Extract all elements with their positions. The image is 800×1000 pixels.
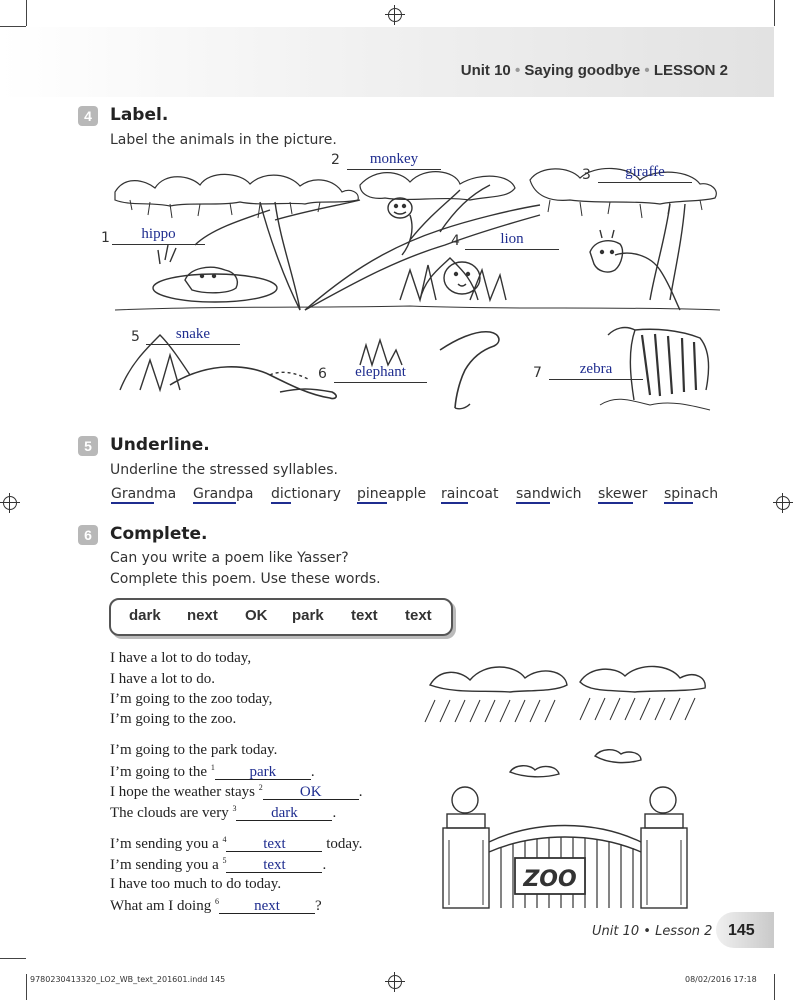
poem-text: . — [358, 784, 363, 800]
stressed-syllable: pine — [357, 486, 388, 502]
stressed-syllable: spin — [664, 486, 693, 502]
poem-text: today. — [322, 836, 363, 852]
label-answer-giraffe[interactable]: giraffe — [598, 164, 692, 183]
word-bank-item: text — [405, 607, 432, 624]
poem-text: I’m going to the — [110, 764, 211, 780]
poem-blank-text[interactable]: text — [226, 858, 322, 873]
poem-blank-dark[interactable]: dark — [236, 806, 332, 821]
section-instruction: Can you write a poem like Yasser? — [110, 550, 349, 566]
label-number: 5 — [131, 329, 140, 345]
unstressed-part: pa — [235, 486, 254, 502]
header-title: Saying goodbye — [524, 62, 641, 79]
label-answer-elephant[interactable]: elephant — [334, 364, 427, 383]
poem-line — [110, 835, 362, 853]
section-title: Complete. — [110, 524, 208, 544]
section-number-badge: 6 — [78, 525, 98, 545]
poem-line: I’m going to the zoo. — [110, 711, 237, 727]
poem-blank-ok[interactable]: OK — [263, 785, 359, 800]
unstressed-part: ma — [153, 486, 177, 502]
word-grandpa[interactable] — [193, 486, 253, 502]
section-title: Underline. — [110, 435, 210, 455]
poem-text: . — [310, 764, 315, 780]
poem-line: I’m going to the park today. — [110, 742, 278, 758]
label-answer-snake[interactable]: snake — [146, 326, 240, 345]
label-answer-lion[interactable]: lion — [465, 231, 559, 250]
zoo-sign-text: ZOO — [523, 867, 577, 892]
stressed-syllable: sand — [516, 486, 550, 502]
stressed-syllable: dic — [271, 486, 292, 502]
word-bank-item: text — [351, 607, 378, 624]
jungle-illustration — [110, 160, 730, 445]
header-lesson: LESSON 2 — [653, 62, 728, 79]
word-sandwich[interactable] — [516, 486, 582, 502]
poem-text: The clouds are very — [110, 805, 233, 821]
blank-number: 3 — [232, 804, 237, 813]
unstressed-part: ach — [692, 486, 719, 502]
footer-unit-lesson: Unit 10 • Lesson 2 — [592, 924, 713, 939]
word-skewer[interactable] — [598, 486, 647, 502]
stressed-syllable: skew — [598, 486, 633, 502]
section-instruction: Label the animals in the picture. — [110, 132, 337, 148]
crop-mark — [26, 974, 27, 1000]
label-answer-hippo[interactable]: hippo — [112, 226, 205, 245]
blank-number: 5 — [222, 856, 227, 865]
crop-mark — [0, 958, 26, 959]
word-grandma[interactable] — [111, 486, 176, 502]
crop-mark — [774, 974, 775, 1000]
poem-text: What am I doing — [110, 898, 215, 914]
bullet: • — [514, 62, 525, 79]
registration-mark — [388, 975, 402, 989]
registration-mark — [3, 496, 17, 510]
poem-line: I have a lot to do. — [110, 671, 215, 687]
bullet: • — [644, 62, 654, 79]
label-number: 6 — [318, 366, 327, 382]
label-answer-zebra[interactable]: zebra — [549, 361, 643, 380]
word-bank-item: park — [292, 607, 324, 624]
word-spinach[interactable] — [664, 486, 718, 502]
blank-number: 6 — [214, 897, 219, 906]
label-number: 3 — [582, 167, 591, 183]
section-instruction: Complete this poem. Use these words. — [110, 571, 381, 587]
section-number-badge: 5 — [78, 436, 98, 456]
print-slug-right: 08/02/2016 17:18 — [685, 975, 757, 984]
stressed-syllable: rain — [441, 486, 469, 502]
poem-blank-park[interactable]: park — [215, 765, 311, 780]
poem-line — [110, 897, 322, 915]
section-title: Label. — [110, 105, 169, 125]
unstressed-part: tionary — [291, 486, 341, 502]
section-number-badge: 4 — [78, 106, 98, 126]
word-raincoat[interactable] — [441, 486, 498, 502]
page-header — [461, 62, 728, 79]
label-number: 4 — [451, 233, 460, 249]
poem-text: . — [322, 857, 327, 873]
word-bank-item: OK — [245, 607, 268, 624]
poem-line: I’m going to the zoo today, — [110, 691, 273, 707]
page-number: 145 — [728, 922, 755, 939]
poem-text: I’m sending you a — [110, 836, 223, 852]
label-number: 1 — [101, 230, 110, 246]
poem-line — [110, 783, 362, 801]
unstressed-part: wich — [549, 486, 582, 502]
poem-line: I have a lot to do today, — [110, 650, 252, 666]
word-bank-item: next — [187, 607, 218, 624]
word-bank-item: dark — [129, 607, 161, 624]
poem-line — [110, 763, 315, 781]
unstressed-part: coat — [468, 486, 499, 502]
poem-blank-next[interactable]: next — [219, 899, 315, 914]
registration-mark — [776, 496, 790, 510]
label-answer-monkey[interactable]: monkey — [347, 151, 441, 170]
blank-number: 1 — [210, 763, 215, 772]
poem-text: ? — [314, 898, 322, 914]
header-unit: Unit 10 — [460, 62, 511, 79]
unstressed-part: apple — [387, 486, 427, 502]
zoo-gate-illustration — [415, 660, 715, 915]
stressed-syllable: Grand — [193, 486, 236, 502]
label-number: 7 — [533, 365, 542, 381]
poem-blank-text[interactable]: text — [226, 837, 322, 852]
stressed-syllable: Grand — [111, 486, 154, 502]
crop-mark — [26, 0, 27, 26]
poem-line — [110, 804, 336, 822]
unstressed-part: er — [632, 486, 648, 502]
crop-mark — [774, 0, 775, 26]
word-pineapple[interactable] — [357, 486, 426, 502]
blank-number: 2 — [258, 783, 263, 792]
section-instruction: Underline the stressed syllables. — [110, 462, 338, 478]
poem-line: I have too much to do today. — [110, 876, 282, 892]
poem-text: I hope the weather stays — [110, 784, 259, 800]
poem-line — [110, 856, 326, 874]
poem-text: I’m sending you a — [110, 857, 223, 873]
registration-mark — [388, 8, 402, 22]
poem-text: . — [332, 805, 337, 821]
print-slug-left: 9780230413320_LO2_WB_text_201601.indd 145 — [30, 975, 226, 984]
word-dictionary[interactable] — [271, 486, 341, 502]
word-bank — [109, 598, 453, 636]
blank-number: 4 — [222, 835, 227, 844]
label-number: 2 — [331, 152, 340, 168]
